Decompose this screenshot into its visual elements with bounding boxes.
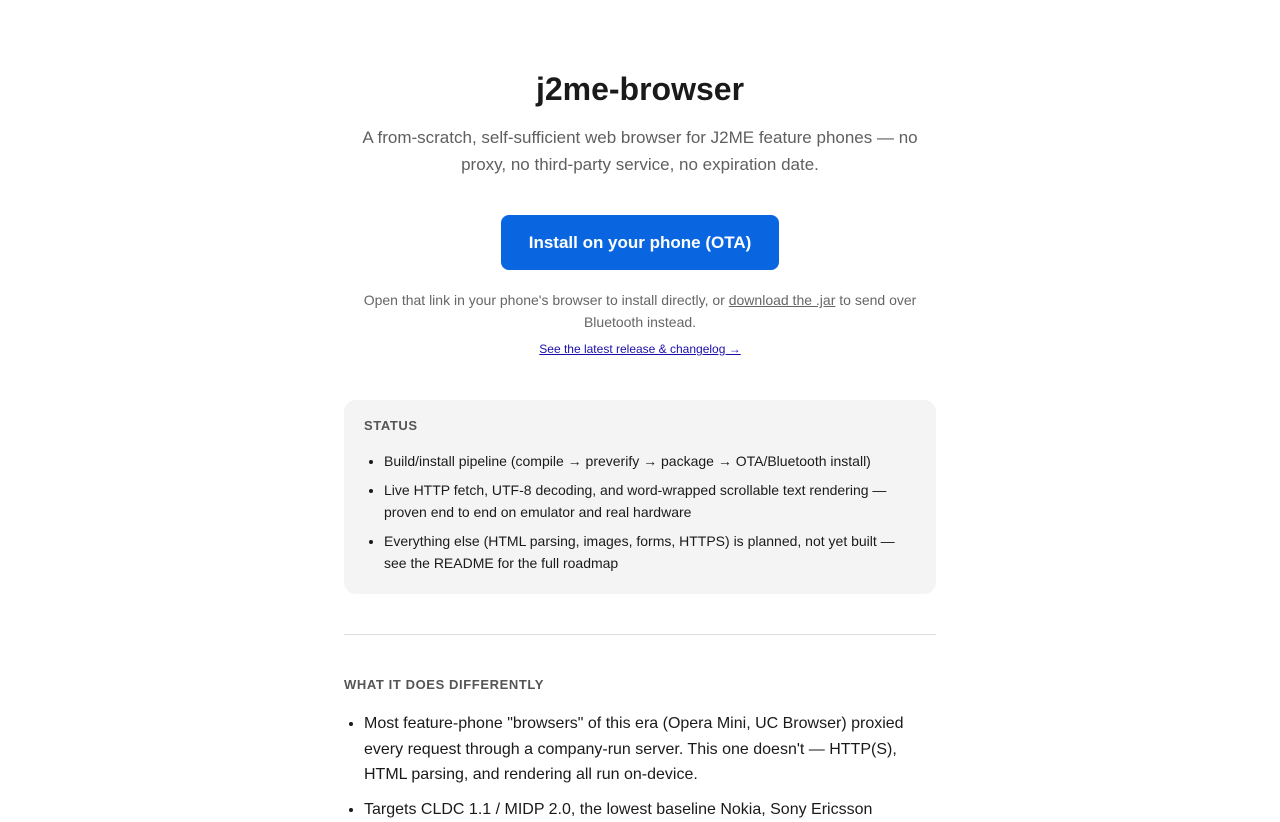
install-ota-button[interactable]: Install on your phone (OTA) [501,215,779,270]
download-jar-link[interactable]: download the .jar [729,292,836,308]
install-hint-after: to send over Bluetooth instead. [584,292,916,330]
status-list [364,450,916,574]
differences-list [344,711,936,822]
page-title: j2me-browser [344,70,936,108]
differences-label: WHAT IT DOES DIFFERENTLY [344,677,936,693]
status-item: • Everything else (HTML parsing, images, forms, HTTPS) is planned, not yet built — see the README for the full roadmap [384,530,916,574]
differences-item: • Targets CLDC 1.1 / MIDP 2.0, the lowest baseline Nokia, Sony Ericsson [364,797,936,822]
section-divider [344,634,936,635]
differences-item: • Most feature-phone "browsers" of this era (Opera Mini, UC Browser) proxied every request through a company-run server. This one doesn't — HTTP(S), HTML parsing, and rendering all run on-device. [364,711,936,788]
release-changelog-link[interactable]: See the latest release & changelog → [539,341,740,357]
status-item: • Build/install pipeline (compile → preverify → package → OTA/Bluetooth install) [384,450,916,472]
status-card [344,400,936,594]
install-hint-before: Open that link in your phone's browser to install directly, or [364,292,729,308]
status-item: • Live HTTP fetch, UTF-8 decoding, and word-wrapped scrollable text rendering — proven end to end on emulator and real hardware [384,479,916,523]
differences-section [344,677,936,822]
page [344,0,936,822]
status-label: STATUS [364,418,916,434]
tagline: A from-scratch, self-sufficient web browser for J2ME feature phones — no proxy, no third-party service, no expiration date. [344,124,936,178]
install-hint [344,289,936,333]
